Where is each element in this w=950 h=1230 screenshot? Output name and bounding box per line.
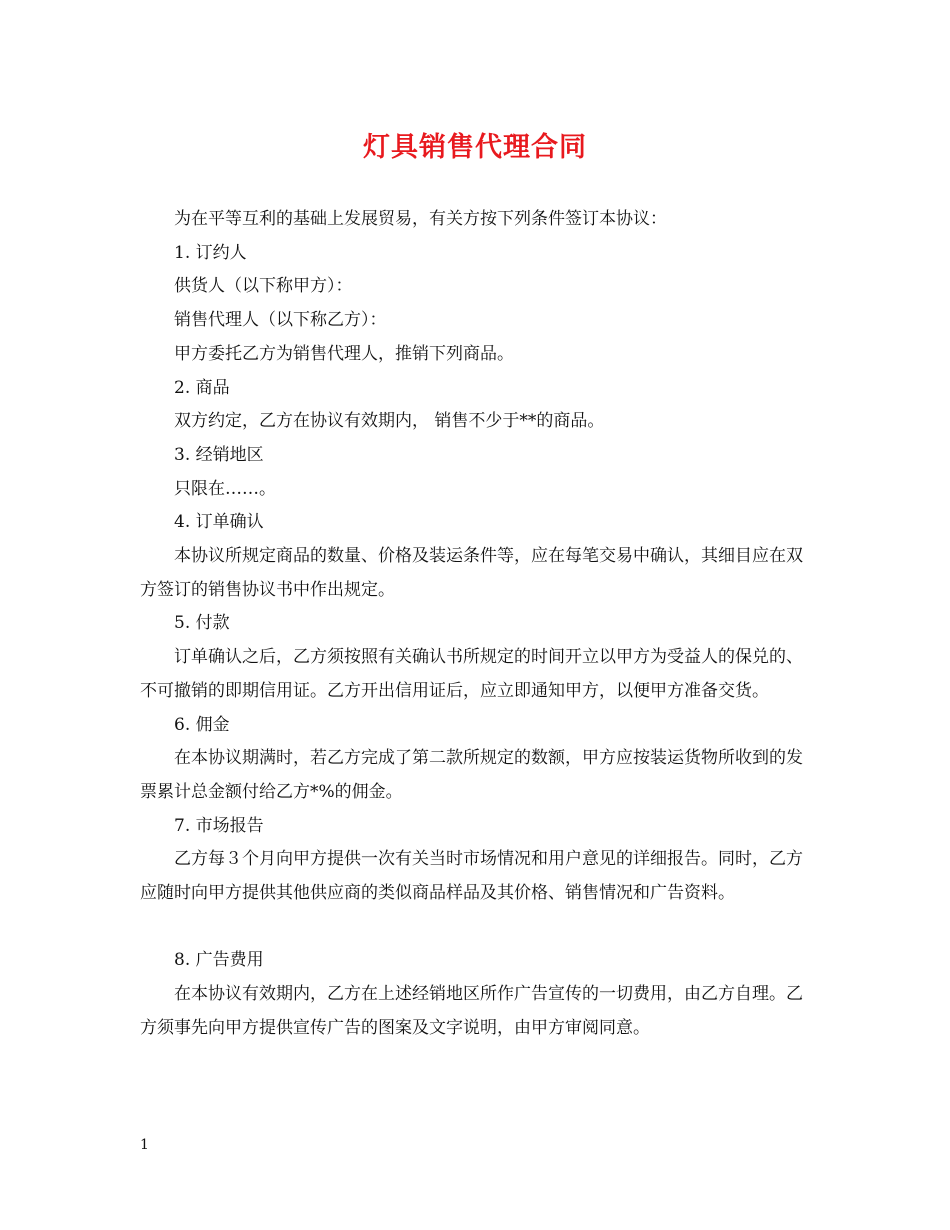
section-heading-order-confirmation: 4. 订单确认 <box>174 512 264 533</box>
document-body <box>140 203 812 1046</box>
paragraph-supplier: 供货人（以下称甲方）： <box>174 276 353 297</box>
paragraph-goods: 双方约定，乙方在协议有效期内， 销售不少于**的商品。 <box>174 411 605 432</box>
section-heading-payment: 5. 付款 <box>174 613 230 634</box>
paragraph-agent: 销售代理人（以下称乙方）： <box>174 310 387 331</box>
section-heading-market-report: 7. 市场报告 <box>174 815 264 836</box>
paragraph-advertising: 在本协议有效期内，乙方在上述经销地区所作广告宣传的一切费用，由乙方自理。乙方须事先向甲方提供宣传广告的图案及文字说明，由甲方审阅同意。 <box>140 984 803 1038</box>
paragraph-commission: 在本协议期满时，若乙方完成了第二款所规定的数额，甲方应按装运货物所收到的发票累计总金额付给乙方*%的佣金。 <box>140 748 803 802</box>
section-heading-parties: 1. 订约人 <box>174 242 247 263</box>
paragraph-market-report: 乙方每３个月向甲方提供一次有关当时市场情况和用户意见的详细报告。同时，乙方应随时向甲方提供其他供应商的类似商品样品及其价格、销售情况和广告资料。 <box>140 849 803 904</box>
paragraph-entrustment: 甲方委托乙方为销售代理人，推销下列商品。 <box>174 343 514 364</box>
paragraph-spacer <box>140 911 812 945</box>
paragraph-order-confirmation: 本协议所规定商品的数量、价格及装运条件等，应在每笔交易中确认，其细目应在双方签订的销售协议书中作出规定。 <box>140 546 803 600</box>
section-heading-territory: 3. 经销地区 <box>174 444 264 465</box>
paragraph-preamble: 为在平等互利的基础上发展贸易，有关方按下列条件签订本协议： <box>174 209 667 229</box>
page-number: 1 <box>140 1137 149 1153</box>
section-heading-commission: 6. 佣金 <box>174 714 230 735</box>
paragraph-territory: 只限在……。 <box>174 478 276 499</box>
section-heading-advertising: 8. 广告费用 <box>174 950 264 971</box>
document-title: 灯具销售代理合同 <box>363 132 587 163</box>
section-heading-goods: 2. 商品 <box>174 377 230 398</box>
paragraph-payment: 订单确认之后，乙方须按照有关确认书所规定的时间开立以甲方为受益人的保兑的、不可撤销的即期信用证。乙方开出信用证后，应立即通知甲方，以便甲方准备交货。 <box>140 647 803 701</box>
